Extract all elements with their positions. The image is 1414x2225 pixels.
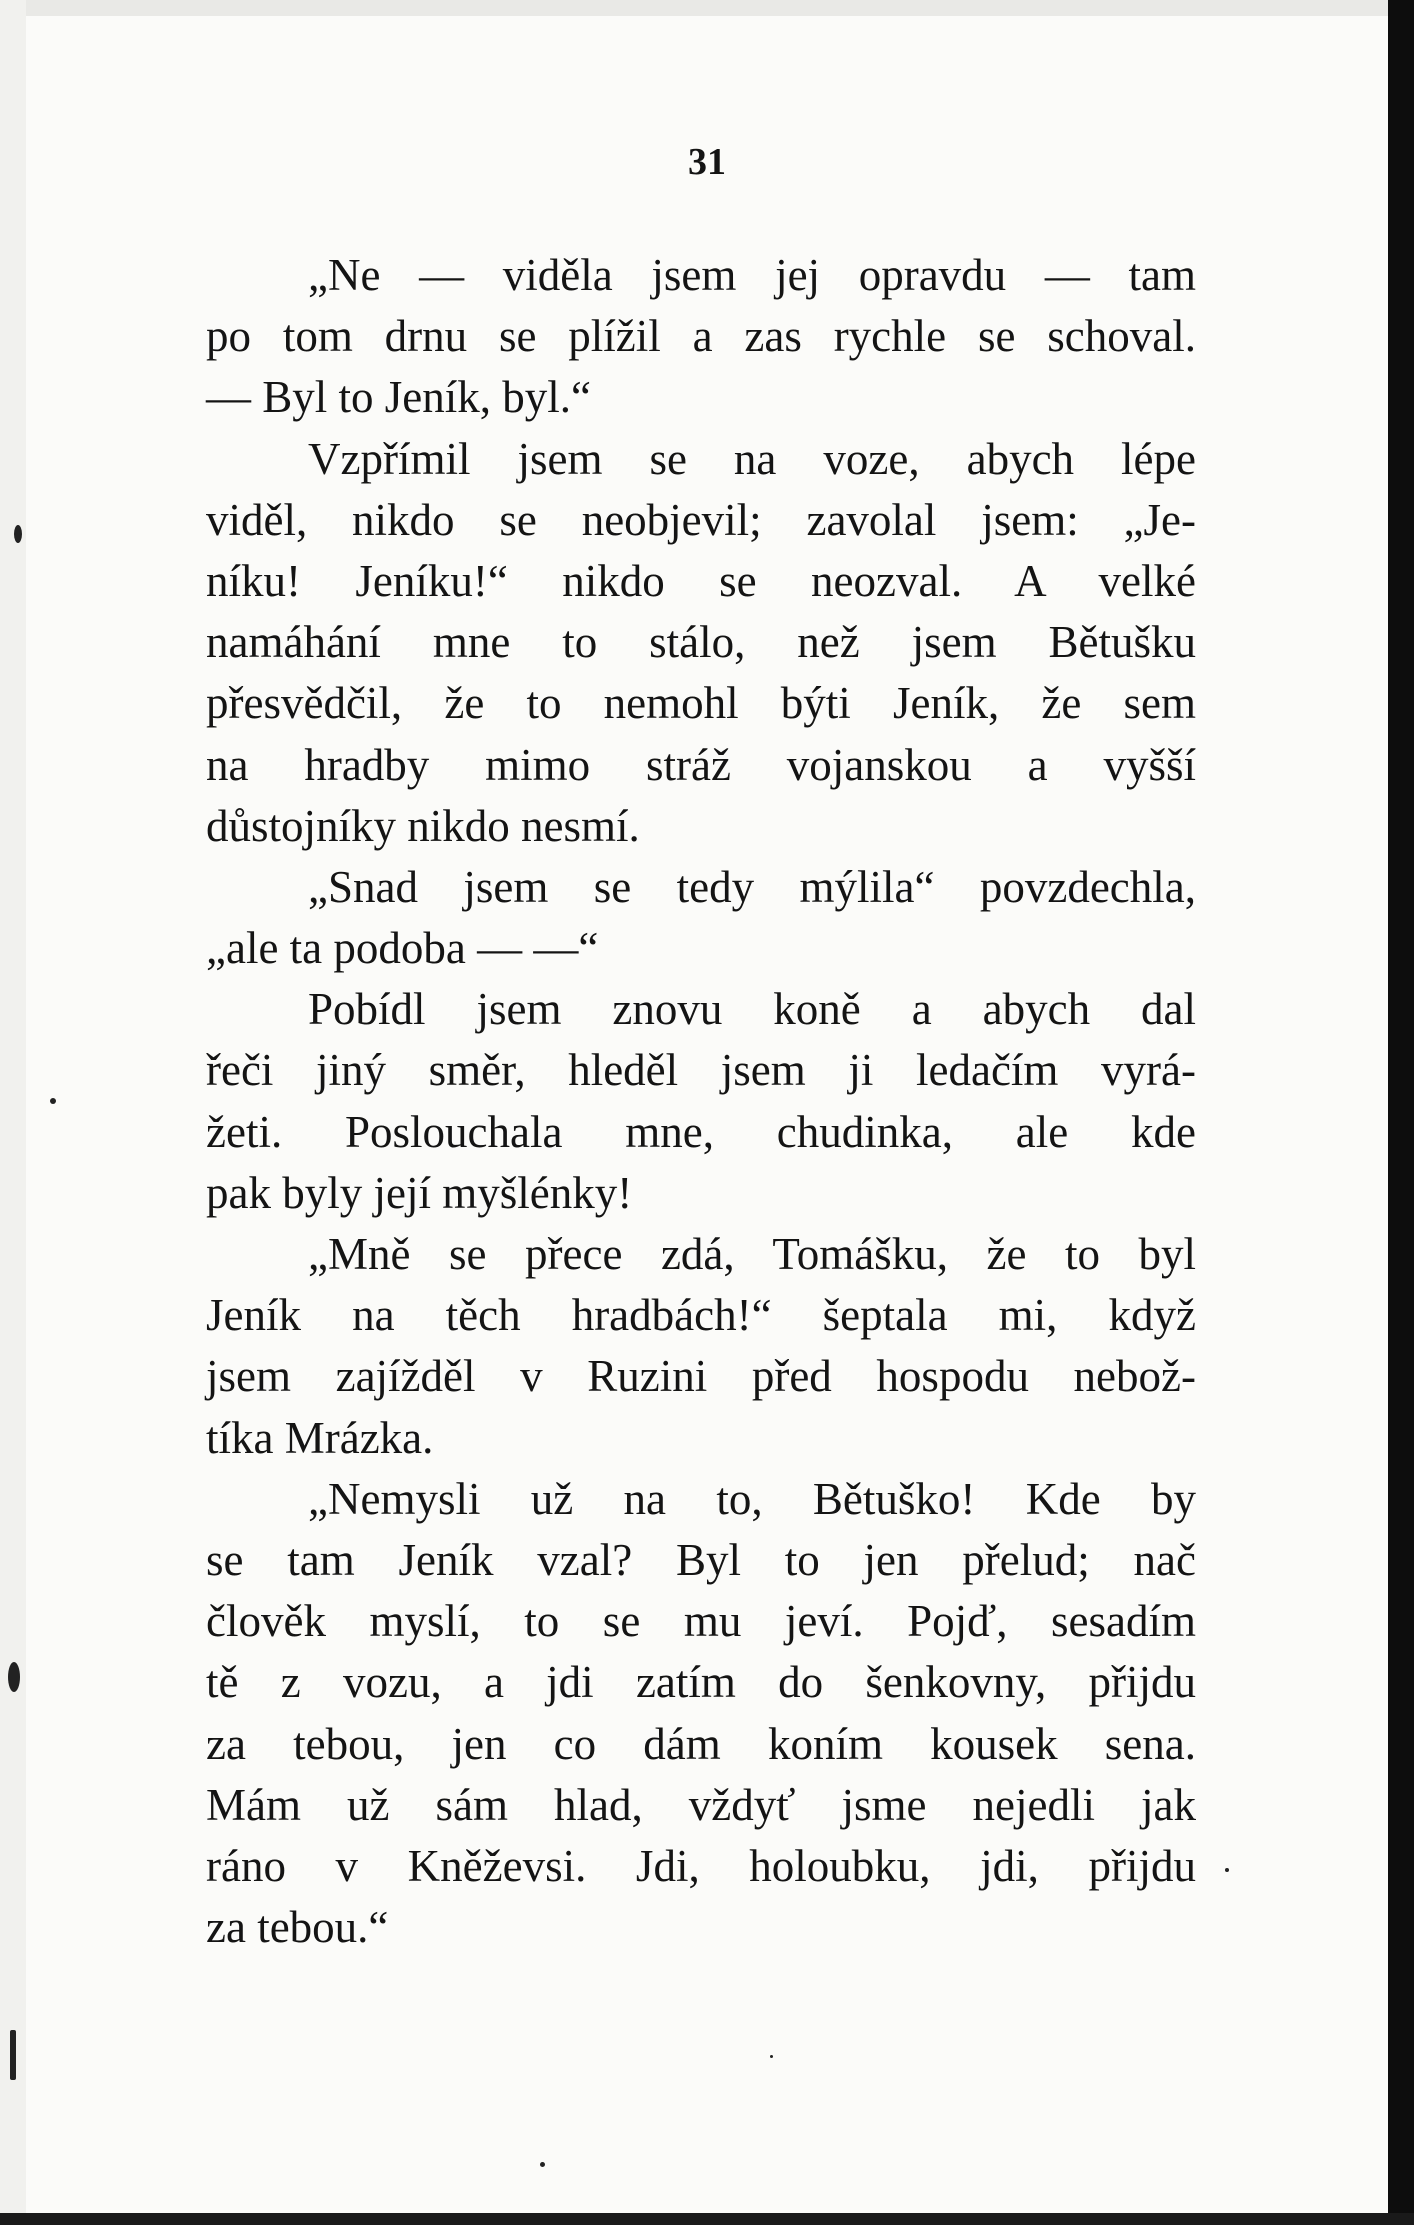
text-line: se tam Jeník vzal? Byl to jen přelud; nač <box>206 1534 1196 1585</box>
scan-speck <box>540 2162 545 2167</box>
text-line: přesvědčil, že to nemohl býti Jeník, že sem <box>206 678 1196 729</box>
scan-speck <box>770 2055 773 2058</box>
text-line: viděl, nikdo se neobjevil; zavolal jsem: „Je- <box>206 494 1196 545</box>
text-line: „Ne — viděla jsem jej opravdu — tam <box>308 250 1196 300</box>
text-line: jsem zajížděl v Ruzini před hospodu nebož- <box>206 1351 1196 1402</box>
text-line: „Snad jsem se tedy mýlila“ povzdechla, <box>308 861 1196 912</box>
text-line: tě z vozu, a jdi zatím do šenkovny, přijdu <box>206 1657 1196 1708</box>
scan-right-border <box>1388 0 1414 2225</box>
text-line: — Byl to Jeník, byl.“ <box>206 372 591 423</box>
text-line: žeti. Poslouchala mne, chudinka, ale kde <box>206 1106 1196 1157</box>
scan-speck <box>1225 1868 1229 1872</box>
text-line: „ale ta podoba — —“ <box>206 923 599 974</box>
text-line: Vzpřímil jsem se na voze, abych lépe <box>308 433 1196 484</box>
text-line: namáhání mne to stálo, než jsem Bětušku <box>206 617 1196 668</box>
text-line: níku! Jeníku!“ nikdo se neozval. A velké <box>206 555 1196 606</box>
scan-speck <box>10 2030 16 2080</box>
text-line: Pobídl jsem znovu koně a abych dal <box>308 984 1196 1035</box>
text-line: na hradby mimo stráž vojanskou a vyšší <box>206 739 1196 790</box>
scan-left-margin <box>0 0 26 2225</box>
text-line: po tom drnu se plížil a zas rychle se schoval. <box>206 311 1196 362</box>
scan-top-edge <box>0 0 1414 16</box>
scan-speck <box>8 1662 20 1692</box>
text-line: za tebou, jen co dám koním kousek sena. <box>206 1718 1196 1769</box>
body-text <box>206 245 1196 1958</box>
scan-speck <box>14 525 22 543</box>
text-line: „Mně se přece zdá, Tomášku, že to byl <box>308 1229 1196 1279</box>
page-number: 31 <box>688 141 726 183</box>
text-line: důstojníky nikdo nesmí. <box>206 800 640 851</box>
scan-bottom-border <box>0 2213 1414 2225</box>
text-line: tíka Mrázka. <box>206 1412 434 1463</box>
text-line: za tebou.“ <box>206 1902 389 1953</box>
text-line: člověk myslí, to se mu jeví. Pojď, sesadím <box>206 1596 1196 1647</box>
scan-speck <box>50 1098 56 1104</box>
text-line: pak byly její myšlénky! <box>206 1167 633 1218</box>
text-line: řeči jiný směr, hleděl jsem ji ledačím vyrá- <box>206 1045 1196 1096</box>
text-line: Jeník na těch hradbách!“ šeptala mi, když <box>206 1290 1196 1341</box>
text-line: Mám už sám hlad, vždyť jsme nejedli jak <box>206 1779 1196 1830</box>
text-line: ráno v Kněževsi. Jdi, holoubku, jdi, přijdu <box>206 1840 1196 1891</box>
text-line: „Nemysli už na to, Bětuško! Kde by <box>308 1473 1196 1524</box>
